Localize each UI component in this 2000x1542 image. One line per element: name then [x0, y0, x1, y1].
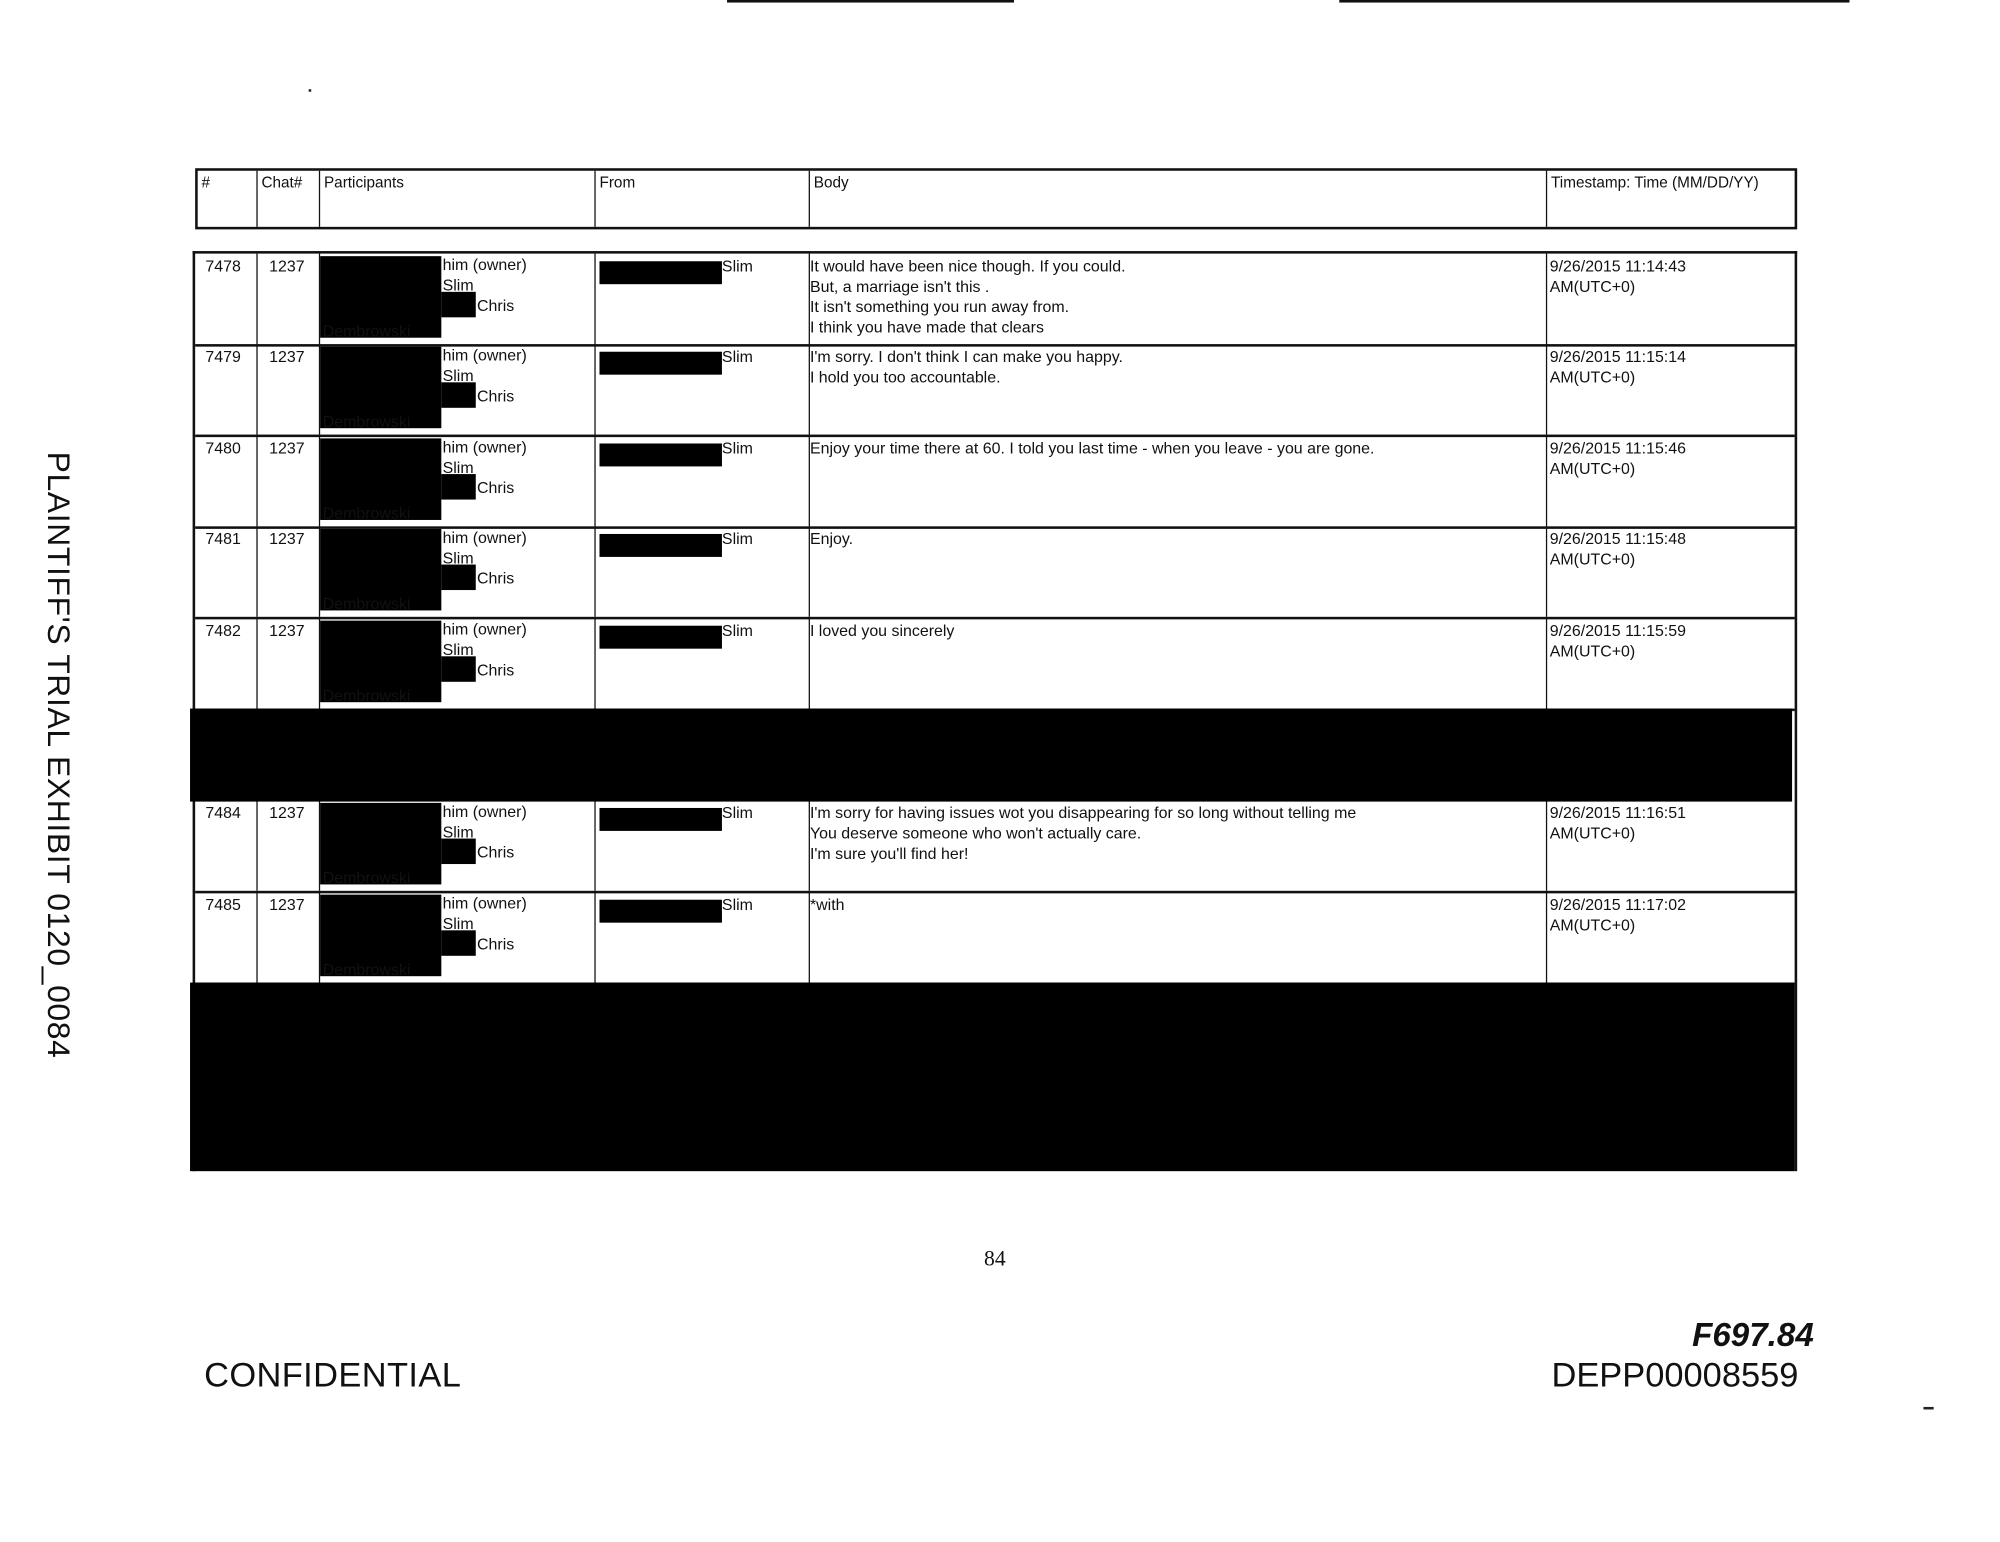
- cell-from: [594, 526, 808, 616]
- message-line: Enjoy.: [809, 530, 854, 548]
- message-line: But, a marriage isn't this .: [809, 277, 990, 296]
- message-line: I'm sure you'll find her!: [809, 844, 969, 863]
- message-line: It isn't something you run away from.: [809, 298, 1070, 317]
- participant-name: Chris: [477, 843, 515, 862]
- timestamp-line: 9/26/2015 11:15:59: [1549, 621, 1686, 640]
- cell-participants: [319, 892, 595, 982]
- exhibit-sticker-label: PLAINTIFF'S TRIAL EXHIBIT 0120_0084: [40, 451, 76, 1059]
- cell-participants: [319, 800, 595, 890]
- participant-name: Slim: [442, 823, 474, 842]
- redaction-bar: [599, 808, 721, 831]
- message-line: It would have been nice though. If you could.: [809, 257, 1126, 276]
- table-row: [195, 526, 1794, 619]
- participant-name: him (owner): [442, 620, 527, 639]
- cell-body: [809, 254, 1546, 344]
- participant-name: Slim: [442, 915, 474, 933]
- header-chat: Chat#: [256, 171, 318, 227]
- scan-artifact-line: [727, 0, 1014, 3]
- message-line: I think you have made that clears: [809, 318, 1044, 337]
- from-name: Slim: [721, 530, 753, 548]
- cell-timestamp: [1546, 892, 1795, 982]
- cell-chat: 1237: [256, 526, 318, 616]
- cell-timestamp: [1546, 344, 1795, 434]
- redaction-bar: [599, 900, 721, 923]
- from-name: Slim: [721, 895, 753, 914]
- cell-from: [594, 254, 808, 344]
- cell-num: 7481: [205, 530, 241, 548]
- table-row: [195, 436, 1794, 529]
- cell-participants: [319, 254, 595, 344]
- participant-name: him (owner): [442, 802, 527, 821]
- table-row: [195, 344, 1794, 437]
- participant-name: Chris: [477, 479, 515, 498]
- cell-num: 7480: [205, 439, 241, 458]
- header-body: Body: [809, 171, 1546, 227]
- message-line: I loved you sincerely: [809, 621, 955, 640]
- cell-chat: 1237: [256, 618, 318, 708]
- cell-participants: [319, 344, 595, 434]
- participant-name: Dembrowski: [322, 504, 411, 523]
- cell-timestamp: [1546, 800, 1795, 890]
- from-name: Slim: [721, 257, 753, 276]
- cell-num: 7482: [205, 621, 241, 640]
- redaction-bar: [599, 626, 721, 649]
- participant-name: Chris: [477, 296, 515, 315]
- timestamp-line: 9/26/2015 11:14:43: [1549, 257, 1686, 276]
- cell-chat: 1237: [256, 892, 318, 982]
- timestamp-line: 9/26/2015 11:17:02: [1549, 895, 1686, 914]
- cell-body: [809, 618, 1546, 708]
- header-timestamp: Timestamp: Time (MM/DD/YY): [1546, 171, 1792, 227]
- participant-name: him (owner): [442, 894, 527, 913]
- timestamp-line: 9/26/2015 11:15:48: [1549, 530, 1686, 548]
- participant-name: Chris: [477, 387, 515, 406]
- page-number: 84: [984, 1246, 1006, 1271]
- cell-body: [809, 892, 1546, 982]
- cell-timestamp: [1546, 526, 1795, 616]
- cell-timestamp: [1546, 254, 1795, 344]
- timestamp-line: 9/26/2015 11:16:51: [1549, 804, 1686, 822]
- from-name: Slim: [721, 621, 753, 640]
- participant-name: Dembrowski: [322, 412, 411, 431]
- redaction-bar: [599, 261, 721, 284]
- confidential-label: CONFIDENTIAL: [204, 1355, 462, 1395]
- message-line: You deserve someone who won't actually care.: [809, 824, 1142, 843]
- from-name: Slim: [721, 804, 753, 822]
- bates-number: DEPP00008559: [1551, 1355, 1799, 1395]
- cell-num: 7485: [205, 895, 241, 914]
- participant-name: Slim: [442, 458, 474, 477]
- cell-chat: 1237: [256, 254, 318, 344]
- participant-name: Slim: [442, 276, 474, 295]
- participant-name: him (owner): [442, 346, 527, 365]
- cell-num: 7479: [205, 347, 241, 366]
- cell-participants: [319, 526, 595, 616]
- timestamp-line: AM(UTC+0): [1549, 642, 1636, 661]
- timestamp-line: 9/26/2015 11:15:14: [1549, 347, 1686, 366]
- message-line: I'm sorry. I don't think I can make you happy.: [809, 347, 1123, 366]
- redacted-block: [190, 983, 1795, 1172]
- cell-num: 7484: [205, 804, 241, 822]
- cell-body: [809, 800, 1546, 890]
- redaction-bar: [599, 352, 721, 375]
- message-line: Enjoy your time there at 60. I told you last time - when you leave - you are gone.: [809, 439, 1375, 458]
- participant-name: Dembrowski: [322, 869, 411, 887]
- cell-body: [809, 344, 1546, 434]
- timestamp-line: AM(UTC+0): [1549, 824, 1636, 843]
- scan-artifact-line: [1339, 0, 1849, 3]
- participant-name: Chris: [477, 935, 515, 954]
- participant-name: Dembrowski: [322, 686, 411, 705]
- timestamp-line: AM(UTC+0): [1549, 277, 1636, 296]
- cell-from: [594, 892, 808, 982]
- redaction-bar: [599, 443, 721, 466]
- participant-name: him (owner): [442, 438, 527, 457]
- scan-artifact-dot: [309, 89, 312, 92]
- participant-name: Dembrowski: [322, 960, 411, 979]
- table-row: [195, 254, 1794, 347]
- cell-chat: 1237: [256, 800, 318, 890]
- timestamp-line: AM(UTC+0): [1549, 460, 1636, 478]
- timestamp-line: AM(UTC+0): [1549, 550, 1636, 569]
- cell-from: [594, 436, 808, 526]
- cell-timestamp: [1546, 618, 1795, 708]
- timestamp-line: AM(UTC+0): [1549, 916, 1636, 935]
- participant-name: Slim: [442, 641, 474, 659]
- cell-body: [809, 526, 1546, 616]
- from-name: Slim: [721, 439, 753, 458]
- scan-artifact-tick: [1923, 1407, 1933, 1409]
- header-num: #: [201, 173, 211, 192]
- participant-name: Dembrowski: [322, 322, 411, 341]
- message-line: *with: [809, 895, 845, 914]
- table-row: [195, 800, 1794, 893]
- timestamp-line: AM(UTC+0): [1549, 368, 1636, 387]
- cell-from: [594, 800, 808, 890]
- from-name: Slim: [721, 347, 753, 366]
- redacted-row: [190, 709, 1792, 802]
- cell-body: [809, 436, 1546, 526]
- cell-chat: 1237: [256, 344, 318, 434]
- message-table: [193, 251, 1798, 1171]
- cell-num: 7478: [205, 257, 241, 276]
- table-header: [195, 168, 1797, 229]
- participant-name: Chris: [477, 661, 515, 680]
- message-line: I hold you too accountable.: [809, 368, 1001, 387]
- timestamp-line: 9/26/2015 11:15:46: [1549, 439, 1686, 458]
- cell-from: [594, 344, 808, 434]
- cell-from: [594, 618, 808, 708]
- participant-name: Chris: [477, 569, 515, 588]
- table-row: [195, 618, 1794, 711]
- participant-name: Dembrowski: [322, 595, 411, 613]
- redaction-bar: [599, 534, 721, 557]
- cell-chat: 1237: [256, 436, 318, 526]
- cell-participants: [319, 436, 595, 526]
- cell-participants: [319, 618, 595, 708]
- participant-name: him (owner): [442, 528, 527, 547]
- participant-name: Slim: [442, 367, 474, 385]
- cell-timestamp: [1546, 436, 1795, 526]
- header-from: From: [594, 171, 808, 227]
- participant-name: him (owner): [442, 256, 527, 274]
- header-participants: Participants: [319, 171, 595, 227]
- message-line: I'm sorry for having issues wot you disappearing for so long without telling me: [809, 804, 1357, 822]
- participant-name: Slim: [442, 549, 474, 568]
- table-row: [195, 892, 1794, 985]
- exhibit-number: F697.84: [1692, 1315, 1814, 1354]
